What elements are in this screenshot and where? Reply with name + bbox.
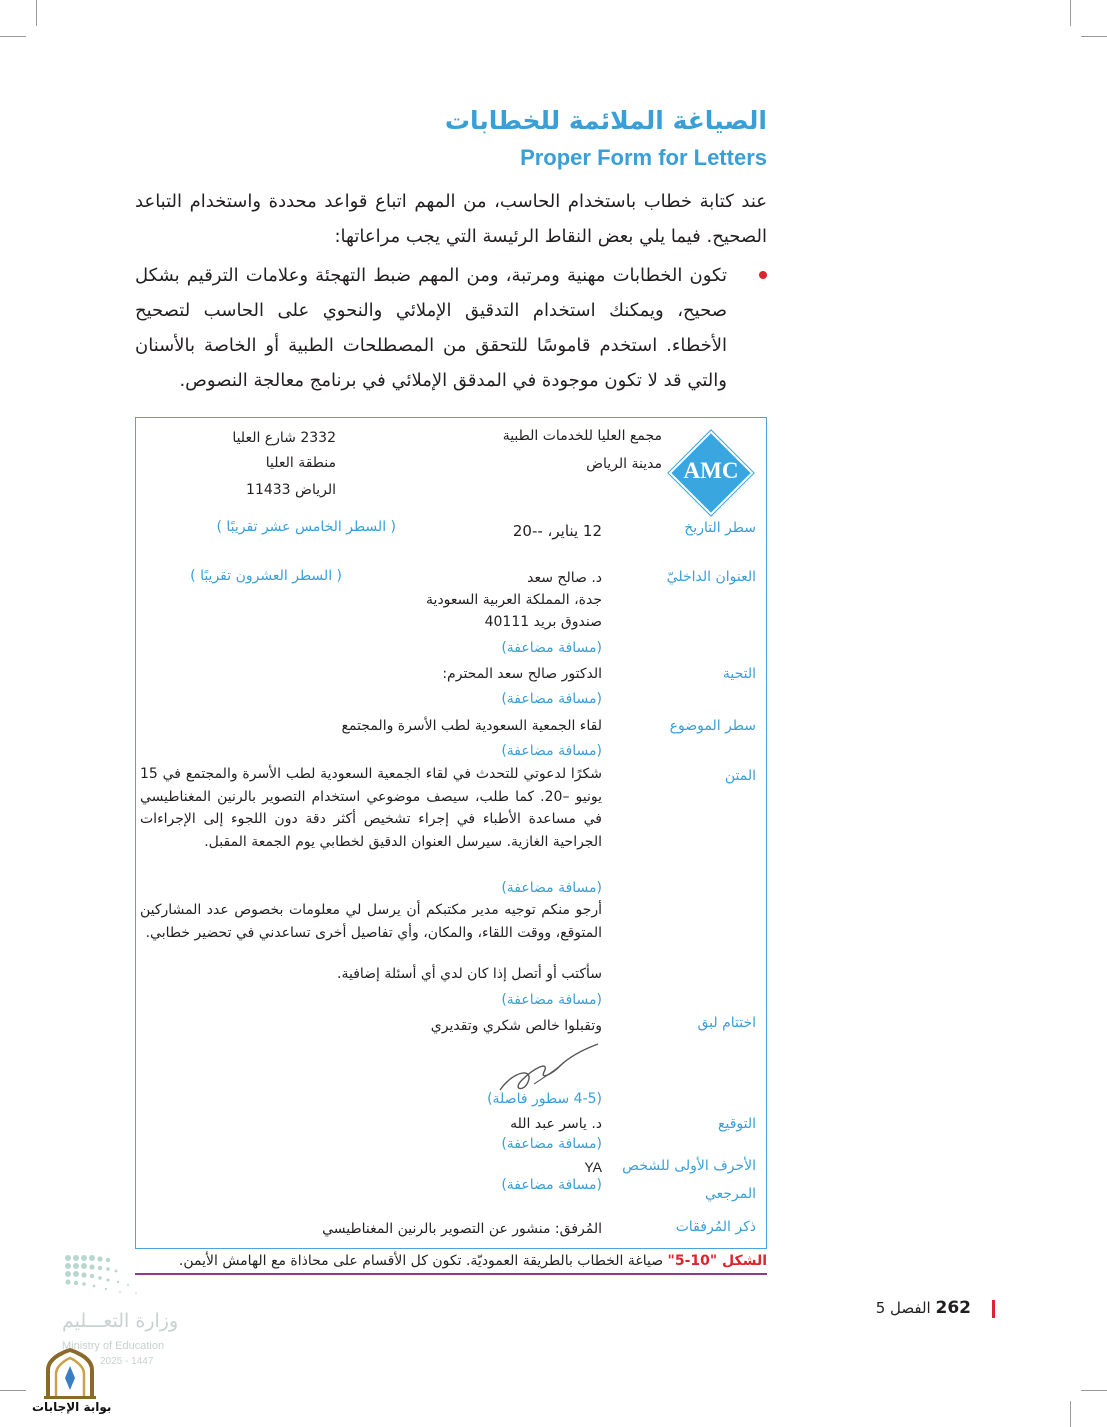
label-initials-ref: المرجعي: [704, 1186, 756, 1202]
line15-note: ( السطر الخامس عشر تقريبًا ): [216, 519, 396, 535]
intro-paragraph: عند كتابة خطاب باستخدام الحاسب، من المهم اتباع قواعد محددة واستخدام التباعد الصحيح. فيما يلي بعض النقاط الرئيسة التي يجب مراعاتها:: [135, 191, 767, 247]
gate-logo-icon: [34, 1348, 106, 1400]
watermark-text: بوابة الإجابات: [32, 1400, 112, 1414]
sender-name: مجمع العليا للخدمات الطبية: [502, 428, 662, 444]
page-number: [876, 1298, 971, 1318]
caption-label: الشكل "10-5": [667, 1253, 767, 1269]
address-line: منطقة العليا: [265, 455, 336, 471]
subject-text: لقاء الجمعية السعودية لطب الأسرة والمجتمع: [341, 718, 602, 734]
signer-name: د. ياسر عبد الله: [510, 1116, 602, 1132]
body-paragraph: شكرًا لدعوتي للتحدث في لقاء الجمعية السعودية لطب الأسرة والمجتمع في 15 يونيو –20. كما طلب، سيصف موضوعي استخدام التصوير بالرنين المغناطيسي في مساعدة الأطباء في إجراء تشخيص أكثر دقة دون اللجوء إلى الإجراءات الجراحية الغازية. سيرسل العنوان الدقيق لخطابي يوم الجمعة المقبل.: [140, 766, 602, 850]
label-subject-line: سطر الموضوع: [669, 718, 756, 734]
double-space-note: (مسافة مضاعفة): [501, 640, 602, 656]
caption-text: صياغة الخطاب بالطريقة العموديّة. تكون كل الأقسام على محاذاة مع الهامش الأيمن.: [178, 1253, 664, 1269]
letter-date: 12 يناير، --20: [512, 522, 602, 540]
inside-address-line: صندوق بريد 40111: [484, 614, 602, 630]
label-enclosures: ذكر المُرفقات: [675, 1219, 756, 1235]
address-line: الرياض 11433: [246, 482, 336, 498]
label-initials: الأحرف الأولى للشخص: [622, 1158, 756, 1174]
section-title-arabic: الصياغة الملائمة للخطابات: [444, 106, 767, 135]
crop-mark: [1070, 0, 1071, 26]
double-space-note: (مسافة مضاعفة): [501, 880, 602, 896]
crop-mark: [1070, 1401, 1071, 1427]
label-salutation: التحية: [722, 666, 756, 682]
double-space-note: (مسافة مضاعفة): [501, 1136, 602, 1152]
double-space-note: (مسافة مضاعفة): [501, 743, 602, 759]
ministry-name-english: Ministry of Education: [62, 1340, 165, 1352]
ministry-name-arabic: وزارة التعـــليم: [62, 1310, 179, 1332]
body-paragraph: أرجو منكم توجيه مدير مكتبكم أن يرسل لي معلومات بخصوص عدد المشاركين المتوقع، ووقت اللقاء، والمكان، وأي تفاصيل أخرى تساعدني في تحضير خطابي.: [140, 902, 602, 941]
sender-city: مدينة الرياض: [586, 456, 662, 472]
crop-mark: [0, 36, 26, 37]
closing-text: وتقبلوا خالص شكري وتقديري: [430, 1018, 602, 1034]
label-body: المتن: [724, 768, 756, 784]
enclosure-text: المُرفق: منشور عن التصوير بالرنين المغناطيسي: [322, 1221, 602, 1237]
figure-caption: [135, 1253, 767, 1275]
blank-lines-note: (4-5 سطور فاصلة): [487, 1091, 602, 1107]
crop-mark: [1081, 1390, 1107, 1391]
label-closing: اختتام لبق: [697, 1015, 756, 1031]
page-number-bar: [992, 1300, 995, 1318]
letter-figure: [135, 417, 767, 1249]
label-signature: التوقيع: [718, 1116, 756, 1132]
crop-mark: [1081, 36, 1107, 37]
page-number-value: 262: [935, 1298, 971, 1318]
crop-mark: [36, 0, 37, 26]
double-space-note: (مسافة مضاعفة): [501, 1177, 602, 1193]
ministry-year: 2025 - 1447: [100, 1356, 154, 1367]
chapter-label: الفصل 5: [875, 1299, 931, 1317]
label-date-line: سطر التاريخ: [684, 520, 756, 536]
bullet-item: [135, 258, 767, 398]
bullet-text: تكون الخطابات مهنية ومرتبة، ومن المهم ضبط التهجئة وعلامات الترقيم بشكل صحيح، ويمكنك استخدام التدقيق الإملائي والنحوي على الحاسب لتصحيح الأخطاء. استخدم قاموسًا للتحقق من المصطلحات الطبية أو الخاصة بالأسنان والتي قد لا تكون موجودة في المدقق الإملائي في برنامج معالجة النصوص.: [135, 265, 727, 391]
crop-mark: [0, 1390, 26, 1391]
double-space-note: (مسافة مضاعفة): [501, 992, 602, 1008]
logo-text: AMC: [683, 458, 739, 483]
inside-address-line: جدة، المملكة العربية السعودية: [426, 592, 602, 608]
section-title-english: Proper Form for Letters: [520, 145, 767, 170]
amc-logo: [668, 430, 754, 516]
inside-address-line: د. صالح سعد: [527, 570, 602, 586]
initials-text: YA: [584, 1159, 602, 1175]
address-line: 2332 شارع العليا: [232, 430, 336, 446]
label-inside-address: العنوان الداخليّ: [666, 569, 756, 585]
salutation-text: الدكتور صالح سعد المحترم:: [442, 666, 602, 682]
body-paragraph: سأكتب أو أتصل إذا كان لدي أي أسئلة إضافية.: [337, 966, 602, 982]
ministry-dots-logo: [62, 1252, 172, 1298]
bullet-dot-icon: [759, 271, 767, 279]
double-space-note: (مسافة مضاعفة): [501, 691, 602, 707]
line20-note: ( السطر العشرون تقريبًا ): [190, 568, 342, 584]
